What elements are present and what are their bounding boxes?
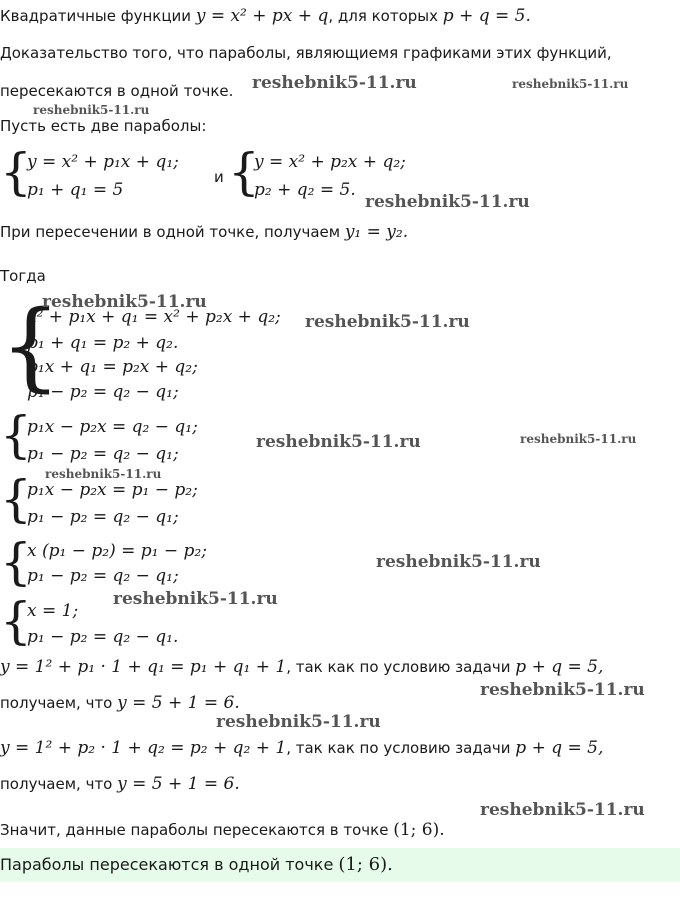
watermark: reshebnik5-11.ru (365, 192, 530, 212)
block2-line-2: p₁ − p₂ = q₂ − q₁; (27, 444, 179, 464)
system2-eq1: y = x² + p₂x + q₂; (254, 152, 406, 172)
brace-block-4: { (0, 533, 32, 591)
watermark: reshebnik5-11.ru (256, 432, 421, 452)
title-line (0, 6, 531, 26)
watermark: reshebnik5-11.ru (520, 432, 637, 446)
intersection-line (0, 222, 408, 242)
watermark: reshebnik5-11.ru (512, 77, 629, 91)
watermark: reshebnik5-11.ru (45, 467, 162, 481)
block1-line-4: p₁ − p₂ = q₂ − q₁; (27, 382, 179, 402)
block1-line-1: x² + p₁x + q₁ = x² + p₂x + q₂; (27, 307, 281, 327)
system1-eq1: y = x² + p₁x + q₁; (27, 152, 179, 172)
calc2-condition: p + q = 5, (515, 738, 604, 758)
block3-line-1: p₁x − p₂x = p₁ − p₂; (27, 480, 198, 500)
conclusion-text: Значит, данные параболы пересекаются в точке (0, 821, 394, 839)
calc2-text: , так как по условию задачи (286, 739, 516, 757)
calc2-result-text: получаем, что (0, 775, 118, 793)
block2-line-1: p₁x − p₂x = q₂ − q₁; (27, 417, 198, 437)
watermark: reshebnik5-11.ru (480, 680, 645, 700)
calc2-line (0, 738, 603, 758)
watermark: reshebnik5-11.ru (216, 712, 381, 732)
watermark: reshebnik5-11.ru (480, 800, 645, 820)
calc1-result: y = 5 + 1 = 6. (117, 693, 240, 713)
system2-eq2: p₂ + q₂ = 5. (254, 180, 356, 200)
setup-text: Пусть есть две параболы: (0, 117, 207, 135)
block5-line-1: x = 1; (27, 601, 79, 621)
title-prefix: Квадратичные функции (0, 7, 196, 25)
answer-line (0, 854, 393, 875)
watermark: reshebnik5-11.ru (305, 312, 470, 332)
block4-line-2: p₁ − p₂ = q₂ − q₁; (27, 566, 179, 586)
watermark: reshebnik5-11.ru (42, 292, 207, 312)
conclusion-line (0, 820, 445, 840)
answer-text: Параболы пересекаются в одной точке (0, 855, 339, 874)
watermark: reshebnik5-11.ru (252, 73, 417, 93)
calc1-condition: p + q = 5, (515, 657, 604, 677)
conjunction: и (214, 168, 224, 186)
calc2-formula: y = 1² + p₂ · 1 + q₂ = p₂ + q₂ + 1 (0, 738, 287, 758)
brace-system-1: { (0, 143, 32, 201)
then-text: Тогда (0, 267, 46, 285)
calc1-line (0, 657, 603, 677)
watermark: reshebnik5-11.ru (376, 552, 541, 572)
brace-block-5: { (0, 592, 32, 650)
title-condition: p + q = 5. (442, 6, 531, 26)
title-middle: , для которых (328, 7, 443, 25)
block4-line-1: x (p₁ − p₂) = p₁ − p₂; (27, 541, 207, 561)
title-formula: y = x² + px + q (195, 6, 329, 26)
system1-eq2: p₁ + q₁ = 5 (27, 180, 124, 200)
calc1-result-text: получаем, что (0, 694, 118, 712)
watermark: reshebnik5-11.ru (33, 103, 150, 117)
watermark: reshebnik5-11.ru (113, 589, 278, 609)
block1-line-2: p₁ + q₁ = p₂ + q₂. (27, 333, 179, 353)
calc2-result-line (0, 774, 240, 794)
calc1-text: , так как по условию задачи (286, 658, 516, 676)
intersection-formula: y₁ = y₂. (344, 222, 409, 242)
intersection-text: При пересечении в одной точке, получаем (0, 223, 345, 241)
brace-block-3: { (0, 470, 32, 528)
answer-point: (1; 6). (338, 854, 393, 875)
brace-block-1: { (0, 290, 62, 402)
calc1-formula: y = 1² + p₁ · 1 + q₁ = p₁ + q₁ + 1 (0, 657, 287, 677)
intro-line-1: Доказательство того, что параболы, являющиемя графиками этих функций, (0, 44, 612, 62)
intro-line-2: пересекаются в одной точке. (0, 82, 234, 100)
calc2-result: y = 5 + 1 = 6. (117, 774, 240, 794)
conclusion-point: (1; 6). (393, 820, 445, 840)
brace-block-2: { (0, 406, 32, 464)
block5-line-2: p₁ − p₂ = q₂ − q₁. (27, 627, 179, 647)
block3-line-2: p₁ − p₂ = q₂ − q₁; (27, 507, 179, 527)
block1-line-3: p₁x + q₁ = p₂x + q₂; (27, 357, 198, 377)
answer-box (0, 848, 680, 882)
brace-system-2: { (228, 143, 260, 201)
calc1-result-line (0, 693, 240, 713)
